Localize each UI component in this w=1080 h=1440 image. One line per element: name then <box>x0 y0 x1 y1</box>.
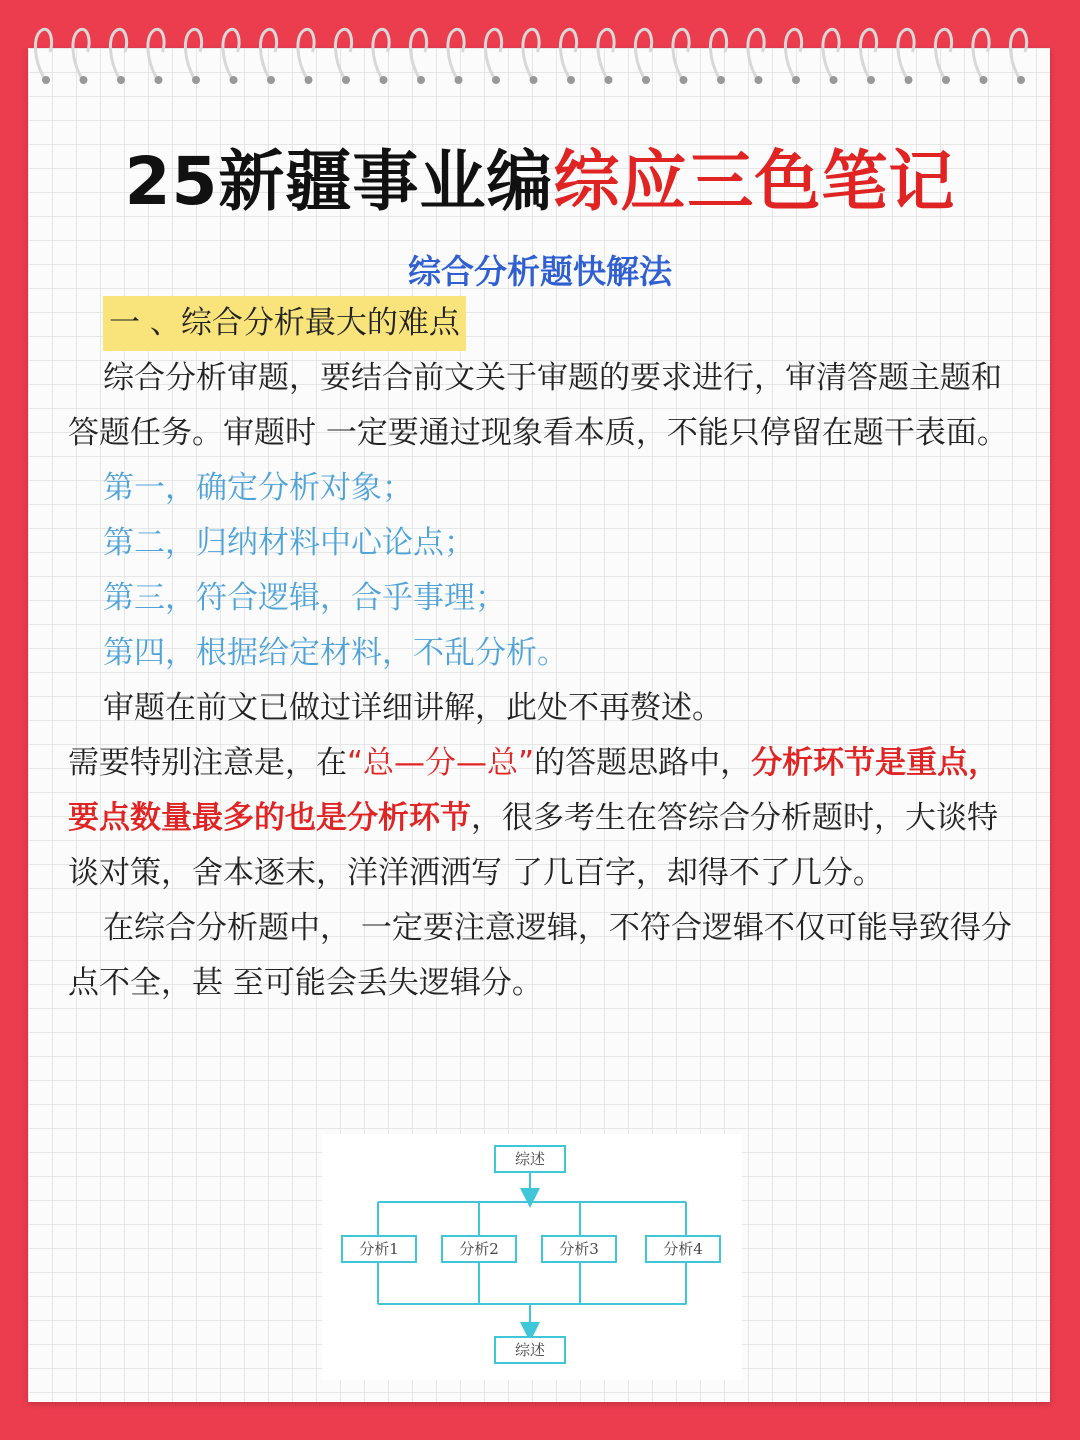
binding-hole <box>42 76 50 84</box>
binding-hole <box>155 76 163 84</box>
step-3: 第三，符合逻辑，合乎事理； <box>103 580 506 616</box>
spiral-ring <box>335 29 351 78</box>
binding-hole <box>605 76 613 84</box>
binding-hole <box>192 76 200 84</box>
spiral-ring <box>823 29 839 78</box>
binding-hole <box>680 76 688 84</box>
spiral-ring <box>935 29 951 78</box>
spiral-ring <box>785 29 801 78</box>
paragraph-3-emphasis: 分析环节是重点，要点数量最多的也是分析环节 <box>68 745 1000 836</box>
binding-hole <box>942 76 950 84</box>
step-2: 第二，归纳材料中心论点； <box>103 525 475 561</box>
spiral-ring <box>298 29 314 78</box>
diagram-bottom-label: 综述 <box>514 1341 546 1359</box>
paragraph-3-a: 需要特别注意是，在 <box>68 745 347 781</box>
note-content <box>68 296 1018 1011</box>
spiral-ring <box>35 29 51 78</box>
diagram-label-1: 分析1 <box>359 1240 399 1258</box>
diagram-label-3: 分析3 <box>559 1240 599 1258</box>
spiral-ring <box>673 29 689 78</box>
paragraph-3-b: 的答题思路中， <box>534 745 752 781</box>
paragraph-4: 在综合分析题中， 一定要注意逻辑，不符合逻辑不仅可能导致得分点不全，甚 至可能会丢失逻辑分。 <box>68 910 1012 1001</box>
spiral-ring <box>635 29 651 78</box>
paragraph-3-c: ，很多考生在答综合分析题时，大谈特谈对策，舍本逐末，洋洋洒洒写 了几百字，却得不了几分。 <box>68 800 998 891</box>
spiral-ring <box>598 29 614 78</box>
spiral-ring <box>523 29 539 78</box>
binding-hole <box>867 76 875 84</box>
diagram-label-2: 分析2 <box>459 1240 499 1258</box>
page-title <box>0 128 1080 223</box>
paragraph-1: 综合分析审题，要结合前文关于审题的要求进行，审清答题主题和答题任务。审题时 一定要通过现象看本质，不能只停留在题干表面。 <box>68 360 1008 451</box>
spiral-ring <box>1010 29 1026 78</box>
binding-hole <box>117 76 125 84</box>
binding-hole <box>267 76 275 84</box>
diagram-top-label: 综述 <box>514 1150 546 1168</box>
binding-hole <box>455 76 463 84</box>
binding-hole <box>642 76 650 84</box>
binding-hole <box>417 76 425 84</box>
structure-diagram <box>322 1134 742 1380</box>
title-part1: 25新疆事业编 <box>124 143 554 220</box>
section-heading-line <box>68 296 1018 351</box>
binding-hole <box>305 76 313 84</box>
spiral-ring <box>898 29 914 78</box>
spiral-ring <box>373 29 389 78</box>
spiral-ring <box>485 29 501 78</box>
step-1: 第一，确定分析对象； <box>103 470 413 506</box>
structure-diagram-svg <box>322 1134 742 1380</box>
binding-hole <box>230 76 238 84</box>
binding-hole <box>1017 76 1025 84</box>
binding-hole <box>80 76 88 84</box>
spiral-ring <box>448 29 464 78</box>
section-heading: 一 、综合分析最大的难点 <box>103 296 466 351</box>
binding-hole <box>567 76 575 84</box>
binding-hole <box>717 76 725 84</box>
binding-hole <box>530 76 538 84</box>
spiral-ring <box>73 29 89 78</box>
binding-hole <box>905 76 913 84</box>
title-part2: 综应三色笔记 <box>553 143 956 220</box>
spiral-ring <box>973 29 989 78</box>
spiral-ring <box>110 29 126 78</box>
spiral-binding <box>0 0 1080 100</box>
spiral-ring <box>260 29 276 78</box>
binding-hole <box>830 76 838 84</box>
paragraph-2: 审题在前文已做过详细讲解，此处不再赘述。 <box>103 690 723 726</box>
spiral-ring <box>860 29 876 78</box>
diagram-connectors <box>378 1172 686 1332</box>
spiral-ring <box>560 29 576 78</box>
paragraph-3-quote: “总—分—总” <box>347 745 535 781</box>
binding-hole <box>755 76 763 84</box>
diagram-label-4: 分析4 <box>663 1240 703 1258</box>
spiral-ring <box>710 29 726 78</box>
binding-hole <box>380 76 388 84</box>
step-4: 第四，根据给定材料，不乱分析。 <box>103 635 568 671</box>
spiral-ring <box>148 29 164 78</box>
spiral-ring <box>223 29 239 78</box>
binding-hole <box>792 76 800 84</box>
binding-hole <box>492 76 500 84</box>
binding-hole <box>342 76 350 84</box>
spiral-ring <box>748 29 764 78</box>
binding-hole <box>980 76 988 84</box>
subtitle: 综合分析题快解法 <box>408 252 672 291</box>
spiral-ring <box>410 29 426 78</box>
spiral-ring <box>185 29 201 78</box>
paragraph-3 <box>68 736 1018 901</box>
